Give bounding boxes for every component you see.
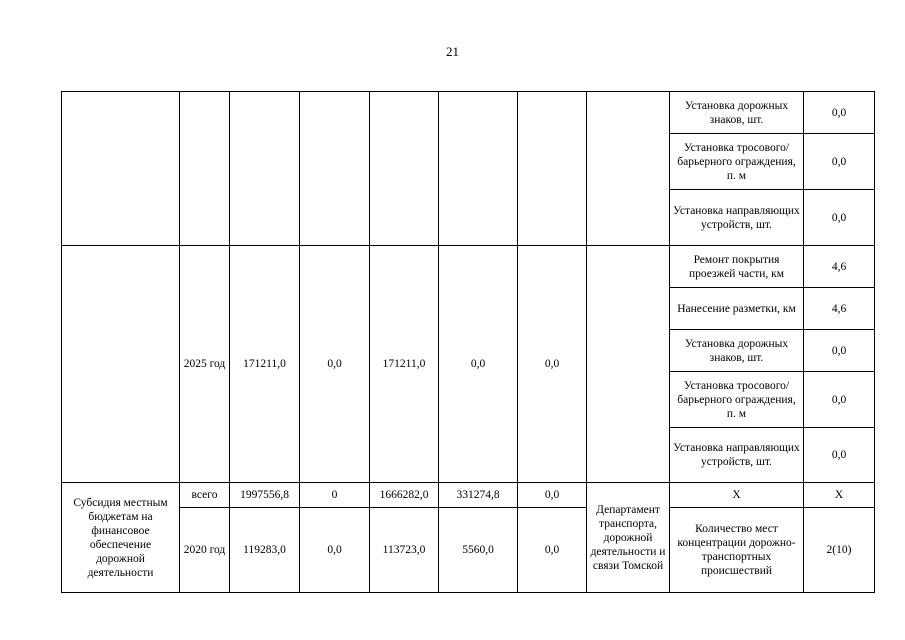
empty-cell bbox=[180, 92, 230, 246]
indicator-value: 0,0 bbox=[804, 190, 875, 246]
indicator-name: Ремонт покрытия проезжей части, км bbox=[670, 246, 804, 288]
empty-cell bbox=[300, 92, 370, 246]
indicator-name: Установка направляющих устройств, шт. bbox=[670, 190, 804, 246]
indicator-name: Установка дорожных знаков, шт. bbox=[670, 92, 804, 134]
total-cell: 119283,0 bbox=[230, 508, 300, 593]
page-number: 21 bbox=[446, 44, 459, 59]
indicator-value: 0,0 bbox=[804, 428, 875, 483]
empty-cell bbox=[587, 92, 670, 246]
amount-cell: 1666282,0 bbox=[370, 483, 439, 508]
indicator-value: 4,6 bbox=[804, 288, 875, 330]
amount-cell: 331274,8 bbox=[439, 483, 518, 508]
indicator-value: 0,0 bbox=[804, 134, 875, 190]
measure-name: Субсидия местным бюджетам на финансовое обеспечение дорожной деятельности bbox=[62, 483, 180, 593]
amount-cell: 0,0 bbox=[518, 246, 587, 483]
indicator-name: Установка направляющих устройств, шт. bbox=[670, 428, 804, 483]
indicator-name: Нанесение разметки, км bbox=[670, 288, 804, 330]
indicator-value: 2(10) bbox=[804, 508, 875, 593]
amount-cell: 0,0 bbox=[300, 508, 370, 593]
table-row bbox=[62, 92, 875, 134]
table-row bbox=[62, 246, 875, 288]
amount-cell: 5560,0 bbox=[439, 508, 518, 593]
empty-cell bbox=[62, 92, 180, 246]
amount-cell: 0,0 bbox=[439, 246, 518, 483]
table-row bbox=[62, 508, 875, 593]
indicator-name: Х bbox=[670, 483, 804, 508]
indicator-name: Количество мест концентрации дорожно-транспортных происшествий bbox=[670, 508, 804, 593]
total-cell: 171211,0 bbox=[230, 246, 300, 483]
amount-cell: 0,0 bbox=[300, 246, 370, 483]
empty-cell bbox=[62, 246, 180, 483]
empty-cell bbox=[518, 92, 587, 246]
empty-cell bbox=[370, 92, 439, 246]
amount-cell: 0 bbox=[300, 483, 370, 508]
indicator-name: Установка дорожных знаков, шт. bbox=[670, 330, 804, 372]
indicator-value: Х bbox=[804, 483, 875, 508]
empty-cell bbox=[230, 92, 300, 246]
year-cell: 2025 год bbox=[180, 246, 230, 483]
empty-cell bbox=[439, 92, 518, 246]
indicator-name: Установка тросового/барьерного ограждения, п. м bbox=[670, 372, 804, 428]
amount-cell: 0,0 bbox=[518, 508, 587, 593]
amount-cell: 171211,0 bbox=[370, 246, 439, 483]
indicator-value: 4,6 bbox=[804, 246, 875, 288]
total-cell: 1997556,8 bbox=[230, 483, 300, 508]
department-cell: Департамент транспорта, дорожной деятельности и связи Томской bbox=[587, 483, 670, 593]
amount-cell: 113723,0 bbox=[370, 508, 439, 593]
indicator-value: 0,0 bbox=[804, 372, 875, 428]
indicator-value: 0,0 bbox=[804, 330, 875, 372]
year-cell: 2020 год bbox=[180, 508, 230, 593]
indicator-value: 0,0 bbox=[804, 92, 875, 134]
empty-cell bbox=[587, 246, 670, 483]
table-row bbox=[62, 483, 875, 508]
indicator-name: Установка тросового/барьерного ограждения, п. м bbox=[670, 134, 804, 190]
amount-cell: 0,0 bbox=[518, 483, 587, 508]
program-table bbox=[61, 91, 875, 593]
total-label: всего bbox=[180, 483, 230, 508]
